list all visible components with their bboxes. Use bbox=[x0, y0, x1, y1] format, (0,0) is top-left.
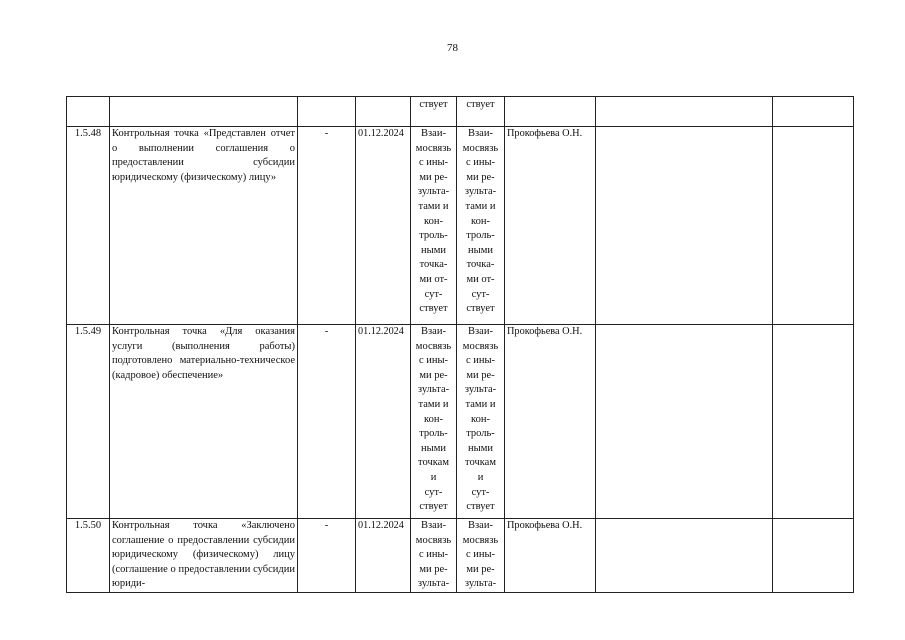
responsible-cell: Прокофьева О.Н. bbox=[505, 519, 596, 593]
relation-text-line: точка- bbox=[419, 259, 448, 271]
table-body bbox=[67, 97, 854, 593]
row-number bbox=[67, 97, 110, 127]
notes-cell bbox=[596, 127, 773, 325]
predecessor-cell bbox=[411, 127, 457, 325]
relation-text-line: мосвязь bbox=[462, 142, 499, 154]
relation-text-line: троль- bbox=[419, 230, 448, 242]
relation-text-line: ными bbox=[421, 442, 446, 454]
relation-text-line: ми ре- bbox=[419, 171, 448, 183]
relation-text-line: кон- bbox=[471, 413, 490, 425]
responsible-cell bbox=[505, 97, 596, 127]
relation-text-line: ми ре- bbox=[466, 563, 495, 575]
control-point-name: Контрольная точка «Представлен отчет о выполнении соглашения о предоставлении субсидии юридическому (физическому) лицу» bbox=[110, 127, 298, 325]
relation-text-line: кон- bbox=[471, 215, 490, 227]
relation-text-line: ствует bbox=[419, 501, 448, 513]
relation-text-line: точкам bbox=[465, 457, 496, 469]
relation-text-line: зульта- bbox=[417, 384, 450, 396]
relation-text-line: тами и bbox=[465, 398, 496, 410]
notes-cell bbox=[596, 325, 773, 519]
row-number: 1.5.49 bbox=[67, 325, 110, 519]
relation-text-line: ствует bbox=[419, 303, 448, 315]
relation-text-line: зульта- bbox=[464, 186, 497, 198]
relation-text-line: ствует bbox=[466, 501, 495, 513]
predecessor-cell bbox=[411, 519, 457, 593]
relation-text-line: точка- bbox=[466, 259, 495, 271]
extra-cell bbox=[773, 127, 854, 325]
relation-text-line: мосвязь bbox=[462, 340, 499, 352]
relation-text-line: троль- bbox=[466, 428, 495, 440]
successor-cell bbox=[457, 325, 505, 519]
control-point-name: Контрольная точка «Заключено соглашение о предоставлении субсидии юридическому (физическому) лицу (соглашение о предоставлении субсидии юриди- bbox=[110, 519, 298, 593]
relation-text-line: сут- bbox=[424, 288, 443, 300]
responsible-cell: Прокофьева О.Н. bbox=[505, 127, 596, 325]
relation-text-line: ми ре- bbox=[419, 563, 448, 575]
extra-cell bbox=[773, 519, 854, 593]
relation-text-line: сут- bbox=[471, 486, 490, 498]
date-cell: 01.12.2024 bbox=[356, 325, 411, 519]
row-number: 1.5.50 bbox=[67, 519, 110, 593]
relation-text-line: ными bbox=[468, 244, 493, 256]
relation-text-line: зульта- bbox=[417, 186, 450, 198]
relation-text-line: Взаи- bbox=[421, 128, 446, 139]
relation-text-line: мосвязь bbox=[415, 340, 452, 352]
relation-text-line: зульта- bbox=[464, 384, 497, 396]
relation-text-line: Взаи- bbox=[421, 326, 446, 337]
page-number: 78 bbox=[447, 42, 458, 54]
relation-text-line: кон- bbox=[424, 413, 443, 425]
date-cell bbox=[356, 97, 411, 127]
relation-text-line: с ины- bbox=[465, 157, 496, 169]
responsible-cell: Прокофьева О.Н. bbox=[505, 325, 596, 519]
indicator-cell bbox=[298, 97, 356, 127]
relation-text-line: Взаи- bbox=[468, 520, 493, 531]
relation-text-line: с ины- bbox=[465, 549, 496, 561]
relation-text-line: сут- bbox=[424, 486, 443, 498]
relation-text-line: тами и bbox=[418, 200, 449, 212]
table-row bbox=[67, 519, 854, 593]
control-point-name bbox=[110, 97, 298, 127]
relation-text-line: кон- bbox=[424, 215, 443, 227]
predecessor-cell bbox=[411, 325, 457, 519]
control-points-table bbox=[66, 96, 854, 593]
row-number: 1.5.48 bbox=[67, 127, 110, 325]
relation-text-line: Взаи- bbox=[421, 520, 446, 531]
relation-text-line: ными bbox=[468, 442, 493, 454]
predecessor-cell bbox=[411, 97, 457, 127]
table-row bbox=[67, 325, 854, 519]
successor-cell bbox=[457, 519, 505, 593]
relation-text-line: зульта- bbox=[417, 578, 450, 590]
extra-cell bbox=[773, 325, 854, 519]
relation-text-line: ми от- bbox=[419, 273, 448, 285]
extra-cell bbox=[773, 97, 854, 127]
relation-text-line: с ины- bbox=[465, 355, 496, 367]
table-row bbox=[67, 127, 854, 325]
relation-text-line: ствует bbox=[419, 99, 448, 110]
indicator-cell: - bbox=[298, 127, 356, 325]
relation-text-line: тами и bbox=[418, 398, 449, 410]
relation-text-line: троль- bbox=[466, 230, 495, 242]
relation-text-line: ми ре- bbox=[466, 369, 495, 381]
relation-text-line: Взаи- bbox=[468, 128, 493, 139]
relation-text-line: ми от- bbox=[466, 273, 495, 285]
relation-text-line: с ины- bbox=[418, 549, 449, 561]
relation-text-line: сут- bbox=[471, 288, 490, 300]
relation-text-line: ными bbox=[421, 244, 446, 256]
relation-text-line: тами и bbox=[465, 200, 496, 212]
relation-text-line: мосвязь bbox=[415, 142, 452, 154]
relation-text-line: Взаи- bbox=[468, 326, 493, 337]
date-cell: 01.12.2024 bbox=[356, 519, 411, 593]
successor-cell bbox=[457, 127, 505, 325]
relation-text-line: троль- bbox=[419, 428, 448, 440]
control-point-name: Контрольная точка «Для оказания услуги (выполнения работы) подготовлено материально-техническое (кадровое) обеспечение» bbox=[110, 325, 298, 519]
relation-text-line: мосвязь bbox=[462, 534, 499, 546]
relation-text-line: с ины- bbox=[418, 355, 449, 367]
indicator-cell: - bbox=[298, 325, 356, 519]
relation-text-line: с ины- bbox=[418, 157, 449, 169]
relation-text-line: и bbox=[477, 471, 484, 483]
relation-text-line: ми ре- bbox=[419, 369, 448, 381]
date-cell: 01.12.2024 bbox=[356, 127, 411, 325]
relation-text-line: мосвязь bbox=[415, 534, 452, 546]
relation-text-line: ствует bbox=[466, 99, 495, 110]
indicator-cell: - bbox=[298, 519, 356, 593]
table-row bbox=[67, 97, 854, 127]
notes-cell bbox=[596, 519, 773, 593]
relation-text-line: и bbox=[430, 471, 437, 483]
relation-text-line: зульта- bbox=[464, 578, 497, 590]
successor-cell bbox=[457, 97, 505, 127]
relation-text-line: ми ре- bbox=[466, 171, 495, 183]
notes-cell bbox=[596, 97, 773, 127]
relation-text-line: ствует bbox=[466, 303, 495, 315]
relation-text-line: точкам bbox=[418, 457, 449, 469]
